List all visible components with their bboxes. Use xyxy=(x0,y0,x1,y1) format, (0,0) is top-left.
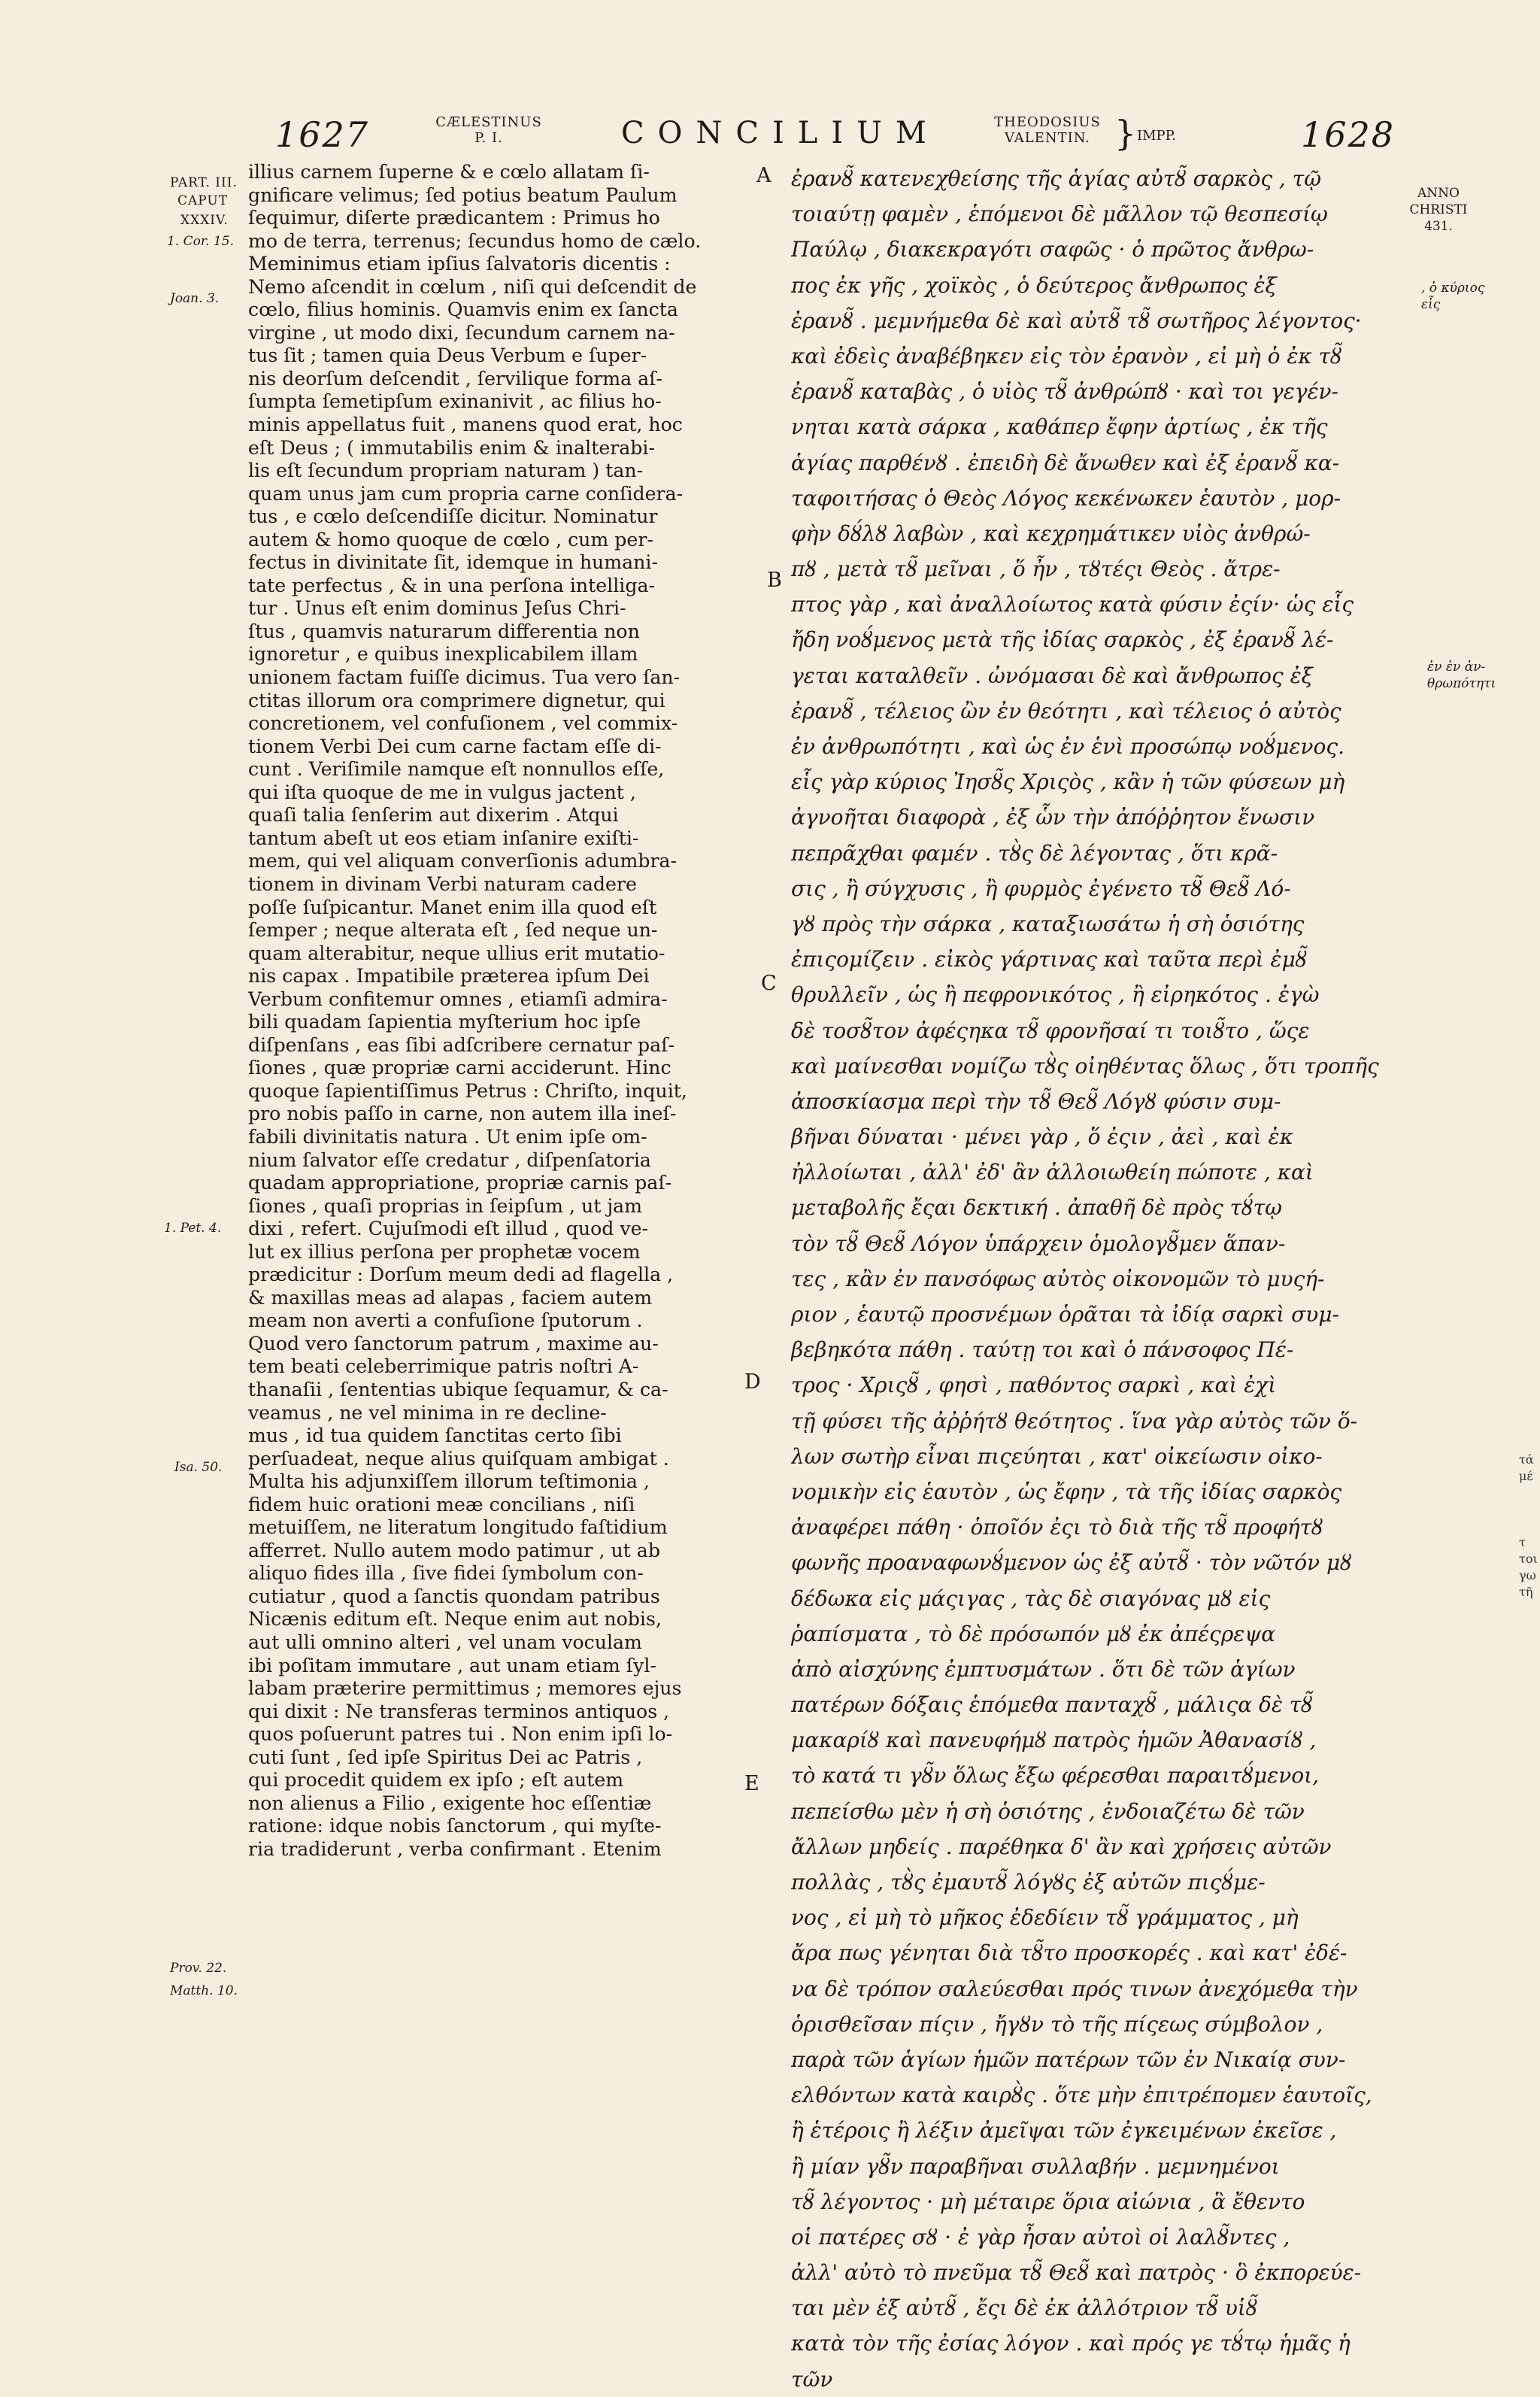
section-letter-d: D xyxy=(744,1370,761,1394)
margin-greek-note-2a: ἐν ἐν ἀν- xyxy=(1427,660,1486,675)
latin-text-line: pro nobis paſſo in carne, non autem illa ineſ- xyxy=(248,1103,677,1125)
latin-text-line: quam alterabitur, neque ullius erit mutatio- xyxy=(248,942,665,964)
greek-text-line: τοιαύτῃ φαμὲν , ἑπόμενοι δὲ μᾶλλον τῷ θεσπεσίῳ xyxy=(791,202,1328,227)
greek-text-line: τῇ φύσει τῆς ἀῤῥήτȣ θεότητος . ἵνα γὰρ αὐτὸς τῶν ὅ- xyxy=(791,1408,1358,1434)
latin-text-line: tionem Verbi Dei cum carne factam eſſe di- xyxy=(248,735,662,757)
running-title: CONCILIUM xyxy=(621,116,940,150)
latin-text-line: cutiatur , quod a ſanctis quondam patribus xyxy=(248,1585,660,1607)
greek-text-line: ἀποσκίασμα περὶ τὴν τȣ̃ Θεȣ̃ Λόγȣ φύσιν συμ- xyxy=(791,1088,1281,1114)
edge-fragment xyxy=(1519,1501,1540,1518)
greek-text-line: πȣ , μετὰ τȣ̃ μεῖναι , ὅ ἦν , τȣτέςι Θεὸς . ἄτρε- xyxy=(791,557,1281,582)
greek-text-line: ἠλλοίωται , ἀλλ' ἐδ' ἂν ἀλλοιωθείη πώποτε , καὶ xyxy=(791,1160,1314,1185)
greek-text-line: ἤδη νοȣ́μενος μετὰ τῆς ἰδίας σαρκὸς , ἐξ ἐρανȣ̃ λέ- xyxy=(791,627,1334,653)
latin-text-line: mo de terra, terrenus; ſecundus homo de cælo. xyxy=(248,229,702,252)
margin-caput-num: XXXIV. xyxy=(180,213,229,228)
latin-text-line: Nicænis editum eſt. Neque enim aut nobis, xyxy=(248,1608,662,1631)
latin-text-line: qui dixit : Ne transferas terminos antiquos , xyxy=(248,1700,670,1722)
greek-text-line: ὁρισθεῖσαν πίςιν , ἤγȣν τὸ τῆς πίςεως σύμβολον , xyxy=(791,2011,1323,2037)
margin-greek-note-1b: εἷς xyxy=(1421,297,1441,312)
margin-ref-isa50: Isa. 50. xyxy=(174,1460,223,1475)
greek-text-line: ται μὲν ἐξ αὐτȣ̃ , ἔςι δὲ ἐκ ἀλλότριον τȣ̃ υἱȣ̃ xyxy=(791,2295,1258,2321)
greek-text-line: σις , ἢ σύγχυσις , ἢ φυρμὸς ἐγένετο τȣ̃ Θεȣ̃ Λό- xyxy=(791,875,1291,901)
latin-text-line: qui procedit quidem ex ipſo ; eſt autem xyxy=(248,1769,624,1792)
latin-text-line: tus , e cœlo deſcendiſſe dicitur. Nominatur xyxy=(248,505,658,528)
latin-text-line: diſpenſans , eas ſibi adſcribere cernatur paſ- xyxy=(248,1033,675,1056)
margin-anno-label: ANNO xyxy=(1417,186,1460,201)
latin-text-line: meam non averti a confuſione ſputorum . xyxy=(248,1309,643,1332)
greek-text-line: μακαρίȣ καὶ πανευφήμȣ πατρὸς ἡμῶν Ἀθανασίȣ , xyxy=(791,1728,1317,1753)
margin-ref-joan3: Joan. 3. xyxy=(170,291,220,306)
greek-text-line: φωνῆς προαναφωνȣ́μενον ὡς ἐξ αὐτȣ̃ · τὸν νῶτόν μȣ xyxy=(791,1550,1352,1576)
section-letter-e: E xyxy=(744,1772,759,1795)
greek-text-line: τὸν τȣ̃ Θεȣ̃ Λόγον ὑπάρχειν ὁμολογȣ̃μεν ἅπαν- xyxy=(791,1230,1286,1256)
latin-text-line: ignoretur , e quibus inexplicabilem illam xyxy=(248,643,638,666)
latin-text-line: ſtus , quamvis naturarum differentia non xyxy=(248,620,640,642)
greek-text-line: πεπείσθω μὲν ἡ σὴ ὁσιότης , ἐνδοιαζέτω δὲ τῶν xyxy=(791,1798,1305,1824)
greek-text-line: ταφοιτήσας ὁ Θεὸς Λόγος κεκένωκεν ἑαυτὸν , μορ- xyxy=(791,485,1341,511)
latin-text-line: tem beati celeberrimique patris noſtri A- xyxy=(248,1355,639,1378)
latin-text-line: ſumpta ſemetipſum exinanivit , ac filius ho- xyxy=(248,390,662,413)
latin-text-line: minis appellatus fuit , manens quod erat, hoc xyxy=(248,414,683,436)
margin-greek-note-1a: , ὁ κύριος xyxy=(1421,281,1485,296)
latin-text-line: cœlo, filius hominis. Quamvis enim ex ſancta xyxy=(248,299,678,321)
latin-text-line: tantum abeſt ut eos etiam inſanire exiſti- xyxy=(248,827,639,849)
latin-text-line: ſemper ; neque alterata eſt , ſed neque un- xyxy=(248,919,658,942)
greek-text-line: ριον , ἑαυτῷ προσνέμων ὁρᾶται τὰ ἰδίᾳ σαρκὶ συμ- xyxy=(791,1302,1339,1327)
latin-text-line: labam præterire permittimus ; memores ejus xyxy=(248,1677,682,1700)
edge-fragment xyxy=(1519,1485,1540,1501)
latin-text-line: ctitas illorum ora comprimere dignetur, qui xyxy=(248,689,665,712)
margin-ref-1cor15: 1. Cor. 15. xyxy=(167,234,234,249)
latin-text-line: poſſe ſuſpicantur. Manet enim illa quod eſt xyxy=(248,896,657,918)
greek-text-line: βεβηκότα πάθη . ταύτῃ τοι καὶ ὁ πάνσοφος Πέ- xyxy=(791,1337,1294,1363)
facing-page-edge xyxy=(1519,1452,1540,1601)
greek-text-line: γȣ πρὸς τὴν σάρκα , καταξιωσάτω ἡ σὴ ὁσιότης xyxy=(791,911,1305,936)
latin-text-line: Multa his adjunxiſſem illorum teſtimonia , xyxy=(248,1470,650,1493)
greek-text-line: ἢ ἑτέροις ἢ λέξιν ἀμεῖψαι τῶν ἐγκειμένων ἐκεῖσε , xyxy=(791,2118,1337,2144)
latin-text-line: thanaſii , ſententias ubique ſequamur, & ca- xyxy=(248,1378,668,1400)
greek-text-line: ἐρανȣ̃ καταβὰς , ὁ υἱὸς τȣ̃ ἀνθρώπȣ · καὶ τοι γεγέν- xyxy=(791,379,1338,405)
brace-glyph: } xyxy=(1114,113,1137,153)
greek-text-line: καὶ ἐδεὶς ἀναβέβηκεν εἰς τὸν ἐρανὸν , εἰ μὴ ὁ ἐκ τȣ̃ xyxy=(791,343,1342,369)
latin-text-line: quam unus jam cum propria carne conſidera- xyxy=(248,482,684,505)
greek-text-line: μεταβολῆς ἔςαι δεκτική . ἀπαθῆ δὲ πρὸς τȣ́τῳ xyxy=(791,1195,1282,1221)
margin-christi-label: CHRISTI xyxy=(1409,202,1468,217)
header-caelestinus-name: CÆLESTINUS xyxy=(435,114,542,130)
section-letter-b: B xyxy=(767,569,782,592)
latin-text-line: aut ulli omnino alteri , vel unam voculam xyxy=(248,1631,642,1653)
latin-text-line: lis eſt ſecundum propriam naturam ) tan- xyxy=(248,460,644,482)
greek-text-line: τὸ κατά τι γȣ̃ν ὅλως ἔξω φέρεσθαι παραιτȣ́μενοι, xyxy=(791,1763,1319,1789)
header-caelestinus xyxy=(429,114,549,146)
margin-year: 431. xyxy=(1424,219,1453,234)
margin-greek-note-2b: θρωπότητι xyxy=(1427,676,1496,691)
greek-text-line: ἐν ἀνθρωπότητι , καὶ ὡς ἐν ἑνὶ προσώπῳ νοȣ́μενος. xyxy=(791,734,1344,759)
latin-text-line: veamus , ne vel minima in re decline- xyxy=(248,1401,607,1424)
latin-text-line: afferret. Nullo autem modo patimur , ut ab xyxy=(248,1539,660,1561)
latin-text-line: Quod vero ſanctorum patrum , maxime au- xyxy=(248,1332,659,1355)
latin-text-line: metuiſſem, ne literatum longitudo faſtidium xyxy=(248,1516,668,1539)
greek-text-line: πολλὰς , τȣ̀ς ἐμαυτȣ̃ λόγȣς ἐξ αὐτῶν πιςȣ́με- xyxy=(791,1870,1266,1895)
greek-text-line: τῶν xyxy=(791,2366,833,2392)
latin-text-line: bili quadam ſapientia myſterium hoc ipſe xyxy=(248,1011,641,1033)
latin-text-line: quoque ſapientiſſimus Petrus : Chriſto, inquit, xyxy=(248,1079,687,1102)
latin-text-line: qui iſta quoque de me in vulgus jactent , xyxy=(248,781,636,803)
latin-text-line: virgine , ut modo dixi, ſecundum carnem na- xyxy=(248,321,675,344)
section-letter-a: A xyxy=(756,164,772,187)
greek-text-line: δέδωκα εἰς μάςιγας , τὰς δὲ σιαγόνας μȣ εἰς xyxy=(791,1585,1271,1611)
latin-text-line: ſequimur, diſerte prædicantem : Primus ho xyxy=(248,207,660,229)
latin-text-line: tur . Unus eſt enim dominus Jeſus Chri- xyxy=(248,597,626,620)
latin-text-line: autem & homo quoque de cœlo , cum per- xyxy=(248,528,653,551)
latin-text-line: nium ſalvator eſſe credatur , diſpenſatoria xyxy=(248,1148,651,1171)
header-emperors xyxy=(984,114,1111,146)
page-number-left: 1627 xyxy=(275,114,370,155)
latin-text-line: tate perfectus , & in una perſona intelliga- xyxy=(248,574,655,596)
latin-text-line: quaſi talia ſenſerim aut dixerim . Atqui xyxy=(248,804,619,827)
greek-text-line: νομικὴν εἰς ἑαυτὸν , ὡς ἔφην , τὰ τῆς ἰδίας σαρκὸς xyxy=(791,1479,1342,1504)
latin-text-line: perſuadeat, neque alius quiſquam ambigat . xyxy=(248,1447,669,1470)
latin-text-line: dixi , refert. Cujuſmodi eſt illud , quod ve- xyxy=(248,1218,649,1240)
greek-text-line: ἀλλ' αὐτὸ τὸ πνεῦμα τȣ̃ Θεȣ̃ καὶ πατρὸς · ὃ ἐκπορεύε- xyxy=(791,2260,1362,2286)
greek-text-line: ἐρανȣ̃ . μεμνήμεθα δὲ καὶ αὐτȣ̃ τȣ̃ σωτῆρος λέγοντος· xyxy=(791,308,1362,333)
greek-text-line: τες , κἂν ἐν πανσόφως αὐτὸς οἰκονομῶν τὸ μυςή- xyxy=(791,1266,1325,1291)
greek-text-line: ἀπὸ αἰσχύνης ἐμπτυσμάτων . ὅτι δὲ τῶν ἁγίων xyxy=(791,1656,1296,1682)
latin-text-line: non alienus a Filio , exigente hoc eſſentiæ xyxy=(248,1792,652,1814)
latin-text-line: nis capax . Impatibile præterea ipſum Dei xyxy=(248,965,650,988)
latin-text-line: illius carnem ſuperne & e cœlo allatam ſi- xyxy=(248,161,650,183)
latin-text-line: ſiones , quaſi proprias in ſeipſum , ut jam xyxy=(248,1194,643,1217)
greek-text-line: λων σωτὴρ εἶναι πιςεύηται , κατ' οἰκείωσιν οἰκο- xyxy=(791,1443,1323,1469)
latin-text-line: mem, qui vel aliquam converſionis adumbra- xyxy=(248,850,678,872)
greek-text-line: να δὲ τρόπον σαλεύεσθαι πρός τινων ἀνεχόμεθα τὴν xyxy=(791,1976,1358,2001)
header-valentin: VALENTIN. xyxy=(1004,130,1091,146)
latin-text-line: unionem factam fuiſſe dicimus. Tua vero ſan- xyxy=(248,666,681,689)
edge-fragment xyxy=(1519,1518,1540,1534)
header-caelestinus-sub: P. I. xyxy=(474,130,503,146)
greek-text-line: δὲ τοσȣ̃τον ἀφέςηκα τȣ̃ φρονῆσαί τι τοιȣ̃το , ὥςε xyxy=(791,1018,1310,1043)
greek-text-line: εἷς γὰρ κύριος Ἰησȣ̃ς Χριςὸς , κἂν ἡ τῶν φύσεων μὴ xyxy=(791,769,1345,795)
greek-text-line: ῥαπίσματα , τὸ δὲ πρόσωπόν μȣ ἐκ ἀπέςρεψα xyxy=(791,1621,1276,1646)
latin-text-line: mus , id tua quidem ſanctitas certo ſibi xyxy=(248,1425,622,1447)
greek-text-line: ἢ μίαν γȣ̃ν παραβῆναι συλλαβήν . μεμνημένοι xyxy=(791,2153,1280,2179)
latin-text-line: ratione: idque nobis ſanctorum , qui myſte- xyxy=(248,1815,662,1837)
latin-column xyxy=(248,161,737,1861)
greek-text-line: ἁγίας παρθένȣ . ἐπειδὴ δὲ ἄνωθεν καὶ ἐξ ἐρανȣ̃ κα- xyxy=(791,450,1340,475)
edge-fragment: τοι xyxy=(1519,1552,1538,1566)
margin-ref-prov22: Prov. 22. xyxy=(170,1961,227,1976)
greek-text-line: ἄρα πως γένηται διὰ τȣ̃το προσκορές . καὶ κατ' ἐδέ- xyxy=(791,1940,1348,1966)
greek-column xyxy=(791,161,1385,2397)
latin-text-line: fabili divinitatis natura . Ut enim ipſe om- xyxy=(248,1125,647,1148)
greek-text-line: γεται καταλθεῖν . ὠνόμασαι δὲ καὶ ἄνθρωπος ἐξ xyxy=(791,663,1314,688)
greek-text-line: ἀγνοῆται διαφορὰ , ἐξ ὧν τὴν ἀπόῤῥητον ἕνωσιν xyxy=(791,805,1315,830)
greek-text-line: νηται κατὰ σάρκα , καθάπερ ἔφην ἀρτίως , ἐκ τῆς xyxy=(791,414,1328,440)
greek-text-line: ἀναφέρει πάθη · ὁποῖόν ἐςι τὸ διὰ τῆς τȣ̃ προφήτȣ xyxy=(791,1515,1323,1540)
latin-text-line: nis deorſum deſcendit , ſervilique forma aſ- xyxy=(248,367,662,390)
latin-text-line: ria tradiderunt , verba confirmant . Etenim xyxy=(248,1837,662,1860)
greek-text-line: νος , εἰ μὴ τὸ μῆκος ἐδεδίειν τȣ̃ γράμματος , μὴ xyxy=(791,1905,1299,1931)
latin-text-line: fectus in divinitate ſit, idemque in humani- xyxy=(248,551,658,574)
greek-text-line: οἱ πατέρες σȣ · ἐ γὰρ ἦσαν αὐτοὶ οἱ λαλȣ̃ντες , xyxy=(791,2224,1290,2250)
latin-text-line: cuti ſunt , ſed ipſe Spiritus Dei ac Patris , xyxy=(248,1746,643,1768)
latin-text-line: fidem huic orationi meæ concilians , niſi xyxy=(248,1493,635,1516)
latin-text-line: gnificare velimus; ſed potius beatum Paulum xyxy=(248,184,678,206)
greek-text-line: ἐρανȣ̃ κατενεχθείσης τῆς ἁγίας αὐτȣ̃ σαρκὸς , τῷ xyxy=(791,166,1322,191)
latin-text-line: Nemo aſcendit in cœlum , niſi qui deſcendit de xyxy=(248,275,697,298)
edge-fragment: τά xyxy=(1519,1452,1534,1467)
margin-ref-matth10: Matth. 10. xyxy=(170,1983,238,1998)
latin-text-line: quos poſuerunt patres tui . Non enim ipſi lo- xyxy=(248,1723,673,1746)
greek-text-line: ελθόντων κατὰ καιρȣ̀ς . ὅτε μὴν ἐπιτρέπομεν ἑαυτοῖς, xyxy=(791,2083,1372,2108)
greek-text-line: πτος γὰρ , καὶ ἀναλλοίωτος κατὰ φύσιν ἐςίν· ὡς εἷς xyxy=(791,592,1354,617)
greek-text-line: καὶ μαίνεσθαι νομίζω τȣ̀ς οἰηθέντας ὅλως , ὅτι τροπῆς xyxy=(791,1053,1379,1079)
margin-greek-note-1 xyxy=(1421,280,1484,313)
greek-text-line: τρος · Χριςȣ̃ , φησὶ , παθόντος σαρκὶ , καὶ ἐχὶ xyxy=(791,1373,1277,1398)
greek-text-line: πατέρων δόξαις ἑπόμεθα πανταχȣ̃ , μάλιςα δὲ τȣ̃ xyxy=(791,1692,1313,1718)
latin-text-line: tionem in divinam Verbi naturam cadere xyxy=(248,872,637,895)
edge-fragment: μέ xyxy=(1519,1469,1533,1483)
greek-text-line: βῆναι δύναται · μένει γὰρ , ὅ ἐςιν , ἀεὶ , καὶ ἐκ xyxy=(791,1124,1293,1150)
latin-text-line: cunt . Veriſimile namque eſt nonnullos eſſe, xyxy=(248,758,665,781)
greek-text-line: πεπρᾶχθαι φαμέν . τȣ̀ς δὲ λέγοντας , ὅτι κρᾶ- xyxy=(791,840,1278,866)
greek-text-line: ἐπιςομίζειν . εἰκὸς γάρτινας καὶ ταῦτα περὶ ἐμȣ̃ xyxy=(791,947,1308,972)
latin-text-line: lut ex illius perſona per prophetæ vocem xyxy=(248,1240,641,1263)
greek-text-line: φὴν δȣ́λȣ λαβὼν , καὶ κεχρημάτικεν υἱὸς ἀνθρώ- xyxy=(791,520,1311,546)
latin-text-line: prædicitur : Dorſum meum dedi ad flagella , xyxy=(248,1264,674,1286)
greek-text-line: παρὰ τῶν ἁγίων ἡμῶν πατέρων τῶν ἐν Νικαίᾳ συν- xyxy=(791,2047,1346,2072)
latin-text-line: Meminimus etiam ipſius ſalvatoris dicentis : xyxy=(248,253,671,275)
greek-text-line: τȣ̃ λέγοντος · μὴ μέταιρε ὅρια αἰώνια , ἃ ἔθεντο xyxy=(791,2189,1305,2214)
margin-anno xyxy=(1397,185,1480,235)
margin-caput: CAPUT xyxy=(177,193,229,208)
latin-text-line: tus ſit ; tamen quia Deus Verbum e ſuper- xyxy=(248,344,647,367)
greek-text-line: πος ἐκ γῆς , χοϊκὸς , ὁ δεύτερος ἄνθρωπος ἐξ xyxy=(791,272,1277,298)
section-letter-c: C xyxy=(761,972,777,995)
margin-greek-note-2 xyxy=(1427,659,1496,692)
latin-text-line: eſt Deus ; ( immutabilis enim & inalterabi- xyxy=(248,436,655,459)
greek-text-line: ἄλλων μηδείς . παρέθηκα δ' ἂν καὶ χρήσεις αὐτῶν xyxy=(791,1834,1332,1859)
latin-text-line: aliquo fides illa , ſive fidei ſymbolum con- xyxy=(248,1562,644,1585)
greek-text-line: ἐρανȣ̃ , τέλειος ὢν ἐν θεότητι , καὶ τέλειος ὁ αὐτὸς xyxy=(791,698,1341,724)
margin-ref-1pet4: 1. Pet. 4. xyxy=(164,1221,222,1236)
header-theodosius: THEODOSIUS xyxy=(994,114,1101,130)
greek-text-line: θρυλλεῖν , ὡς ἢ πεφρονικότος , ἢ εἰρηκότος . ἐγὼ xyxy=(791,982,1320,1008)
edge-fragment: γω xyxy=(1519,1568,1536,1582)
latin-text-line: concretionem, vel confuſionem , vel commix- xyxy=(248,712,678,735)
latin-text-line: quadam appropriatione, propriæ carnis paſ- xyxy=(248,1172,672,1194)
latin-text-line: Verbum confitemur omnes , etiamſi admira- xyxy=(248,988,668,1010)
edge-fragment: τῆ xyxy=(1519,1585,1533,1599)
greek-text-line: Παύλῳ , διακεκραγότι σαφῶς · ὁ πρῶτος ἄνθρω- xyxy=(791,237,1314,262)
page-number-right: 1628 xyxy=(1301,114,1396,155)
greek-text-line: κατὰ τὸν τῆς ἐσίας λόγον . καὶ πρός γε τȣ́τῳ ἡμᾶς ἡ xyxy=(791,2331,1351,2356)
margin-part: PART. III. xyxy=(170,175,238,190)
latin-text-line: ſiones , quæ propriæ carni acciderunt. Hinc xyxy=(248,1057,671,1079)
latin-text-line: ibi poſitam immutare , aut unam etiam ſyl- xyxy=(248,1654,656,1676)
header-impp: IMPP. xyxy=(1137,128,1176,144)
latin-text-line: & maxillas meas ad alapas , faciem autem xyxy=(248,1286,653,1309)
edge-fragment: τ xyxy=(1519,1535,1526,1549)
